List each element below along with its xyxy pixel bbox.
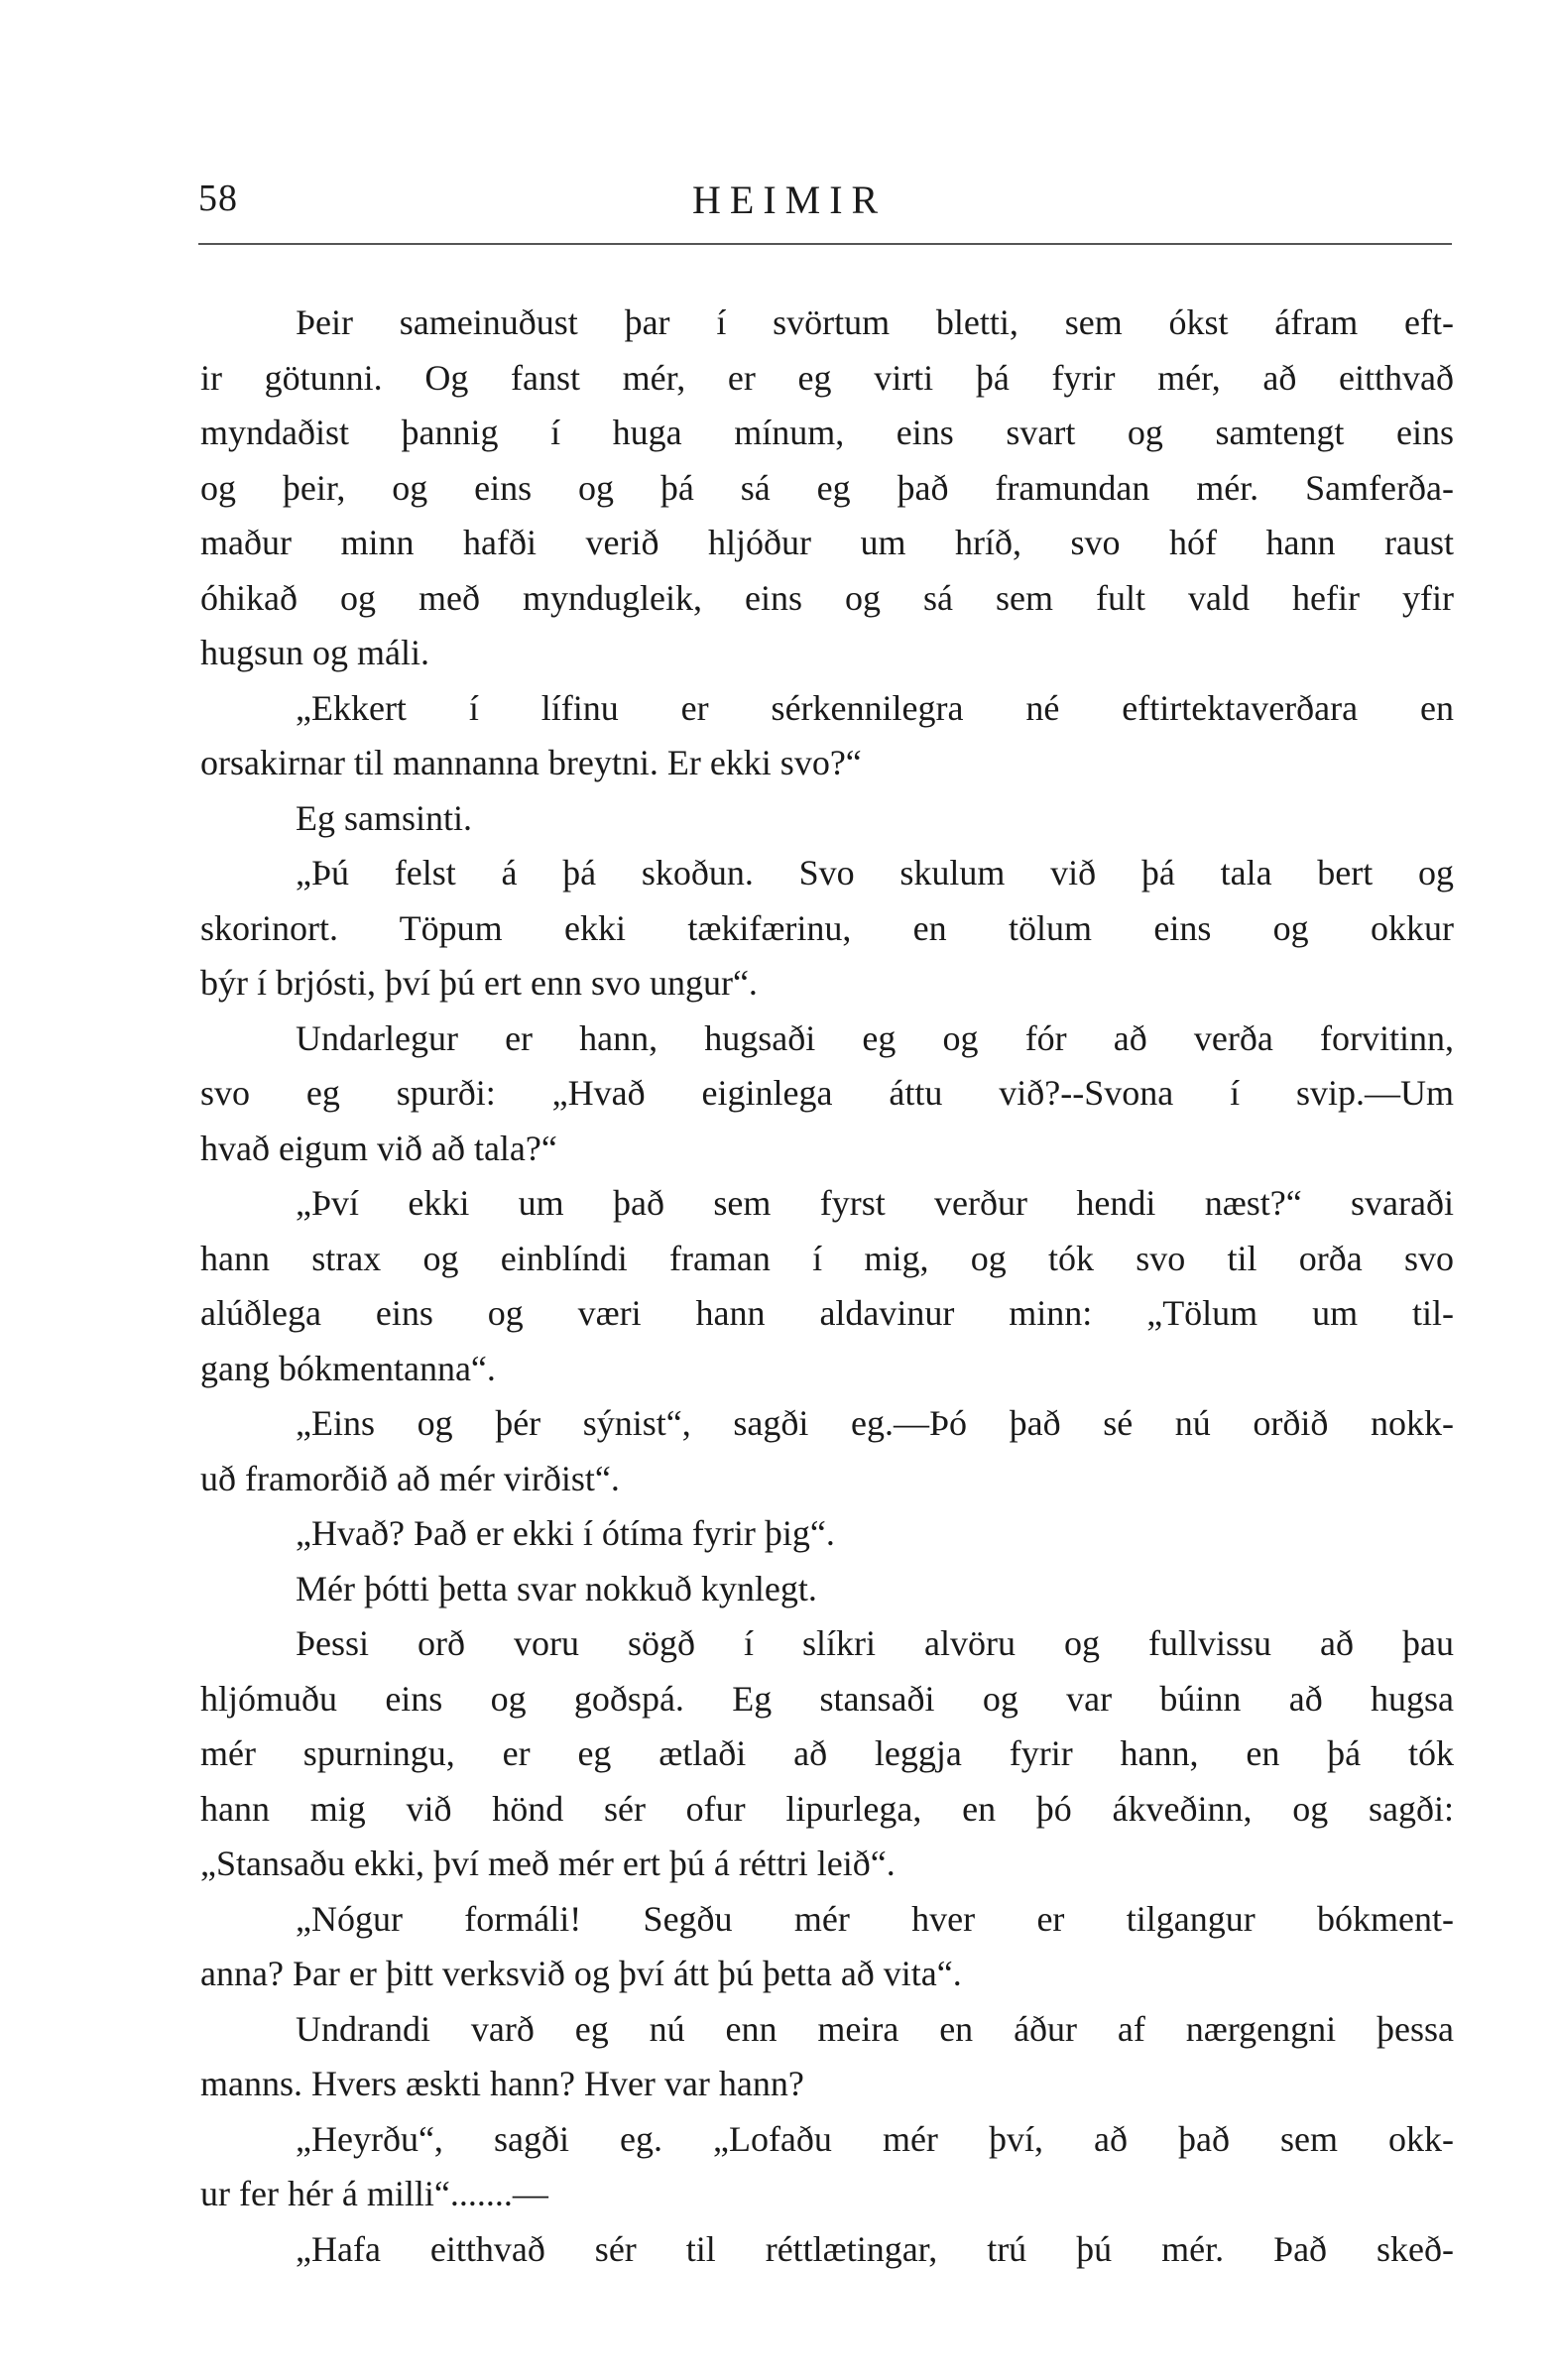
text-line: Mér þótti þetta svar nokkuð kynlegt. [296, 1568, 817, 1608]
text-line: og þeir, og eins og þá sá eg það framundan mér. Samferða- [200, 467, 1454, 508]
text-line: hljómuðu eins og goðspá. Eg stansaði og var búinn að hugsa [200, 1678, 1454, 1719]
text-line: „Hafa eitthvað sér til réttlætingar, trú þú mér. Það skeð- [296, 2228, 1454, 2269]
text-line: „Hvað? Það er ekki í ótíma fyrir þig“. [296, 1513, 835, 1553]
running-title: HEIMIR [692, 178, 888, 222]
text-line: „Nógur formáli! Segðu mér hver er tilgangur bókment- [296, 1898, 1454, 1939]
header-rule [198, 243, 1452, 245]
text-line: „Þú felst á þá skoðun. Svo skulum við þá tala bert og [296, 853, 1454, 892]
text-line: hugsun og máli. [200, 633, 429, 672]
text-line: hann strax og einblíndi framan í mig, og tók svo til orða svo [200, 1238, 1454, 1278]
text-line: „Eins og þér sýnist“, sagði eg.—Þó það sé nú orðið nokk- [296, 1403, 1454, 1443]
text-line: maður minn hafði verið hljóður um hríð, svo hóf hann raust [200, 523, 1454, 562]
text-line: „Stansaðu ekki, því með mér ert þú á réttri leið“. [200, 1844, 896, 1883]
text-line: hann mig við hönd sér ofur lipurlega, en þó ákveðinn, og sagði: [200, 1788, 1454, 1829]
text-line: býr í brjósti, því þú ert enn svo ungur“. [200, 963, 758, 1003]
text-line: „Ekkert í lífinu er sérkennilegra né eftirtektaverðara en [296, 687, 1454, 728]
page-number: 58 [198, 178, 238, 219]
text-line: „Heyrðu“, sagði eg. „Lofaðu mér því, að það sem okk- [296, 2118, 1454, 2159]
text-line: anna? Þar er þitt verksvið og því átt þú þetta að vita“. [200, 1954, 962, 1993]
text-line: Undarlegur er hann, hugsaði eg og fór að verða forvitinn, [296, 1017, 1454, 1058]
text-line: gang bókmentanna“. [200, 1348, 496, 1388]
text-line: mér spurningu, er eg ætlaði að leggja fyrir hann, en þá tók [200, 1733, 1454, 1773]
text-line: „Því ekki um það sem fyrst verður hendi næst?“ svaraði [296, 1183, 1454, 1223]
text-line: orsakirnar til mannanna breytni. Er ekki svo?“ [200, 743, 862, 782]
text-line: Þessi orð voru sögð í slíkri alvöru og fullvissu að þau [296, 1623, 1454, 1663]
text-line: Undrandi varð eg nú enn meira en áður af nærgengni þessa [296, 2008, 1454, 2049]
text-line: óhikað og með myndugleik, eins og sá sem fult vald hefir yfir [200, 577, 1454, 618]
text-line: Þeir sameinuðust þar í svörtum bletti, sem ókst áfram eft- [296, 302, 1454, 342]
text-line: hvað eigum við að tala?“ [200, 1128, 557, 1168]
text-line: myndaðist þannig í huga mínum, eins svart og samtengt eins [200, 413, 1454, 452]
text-line: uð framorðið að mér virðist“. [200, 1458, 620, 1498]
body-text [200, 296, 1454, 2277]
text-line: Eg samsinti. [296, 797, 472, 838]
text-line: alúðlega eins og væri hann aldavinur minn: „Tölum um til- [200, 1293, 1454, 1333]
text-line: skorinort. Töpum ekki tækifærinu, en tölum eins og okkur [200, 907, 1454, 948]
page-header [198, 177, 1452, 236]
text-line: ur fer hér á milli“.......— [200, 2174, 548, 2213]
text-line: manns. Hvers æskti hann? Hver var hann? [200, 2064, 804, 2103]
text-line: ir götunni. Og fanst mér, er eg virti þá fyrir mér, að eitthvað [200, 357, 1454, 398]
text-line: svo eg spurði: „Hvað eiginlega áttu við?--Svona í svip.—Um [200, 1073, 1454, 1113]
